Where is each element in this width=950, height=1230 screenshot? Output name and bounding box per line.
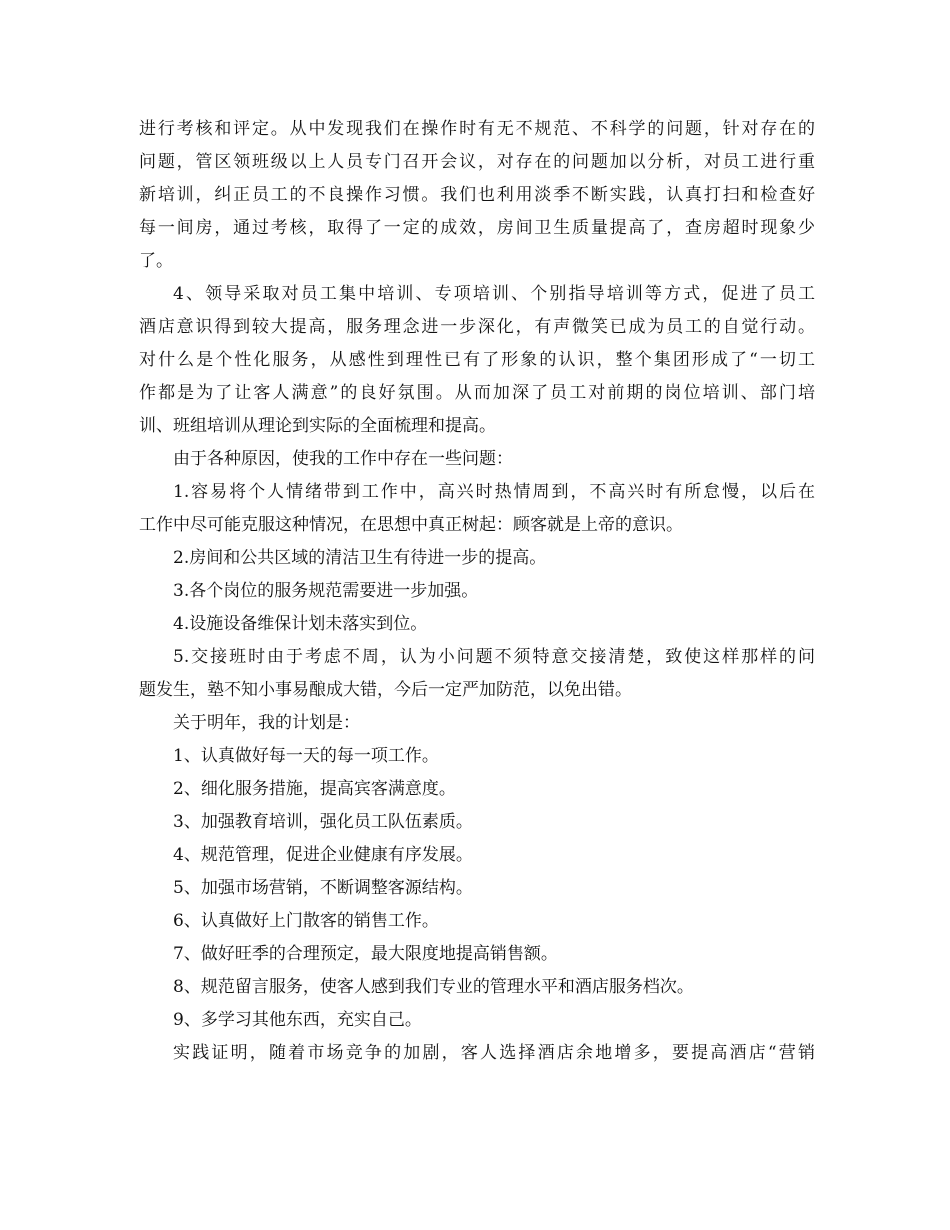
text-line: 1.容易将个人情绪带到工作中，高兴时热情周到，不高兴时有所怠慢，以后在 xyxy=(173,482,815,502)
document-body xyxy=(139,113,815,1070)
text-line: 5.交接班时由于考虑不周，认为小问题不须特意交接清楚，致使这样那样的问 xyxy=(173,647,815,667)
text-line: 4、规范管理，促进企业健康有序发展。 xyxy=(173,845,473,865)
text-line: 训、班组培训从理论到实际的全面梳理和提高。 xyxy=(139,416,496,436)
text-line: 4.设施设备维保计划未落实到位。 xyxy=(173,614,428,634)
text-line: 实践证明，随着市场竞争的加剧，客人选择酒店余地增多，要提高酒店“营销 xyxy=(173,1043,815,1063)
text-line: 进行考核和评定。从中发现我们在操作时有无不规范、不科学的问题，针对存在的 xyxy=(139,119,815,139)
text-line: 每一间房，通过考核，取得了一定的成效，房间卫生质量提高了，查房超时现象少 xyxy=(139,218,815,238)
text-line: 对什么是个性化服务，从感性到理性已有了形象的认识，整个集团形成了“一切工 xyxy=(139,350,815,370)
text-line: 题发生，塾不知小事易酿成大错，今后一定严加防范，以免出错。 xyxy=(139,680,632,700)
text-line: 7、做好旺季的合理预定，最大限度地提高销售额。 xyxy=(173,944,558,964)
text-line: 作都是为了让客人满意”的良好氛围。从而加深了员工对前期的岗位培训、部门培 xyxy=(139,383,815,403)
text-line: 新培训，纠正员工的不良操作习惯。我们也利用淡季不断实践，认真打扫和检查好 xyxy=(139,185,815,205)
text-line: 5、加强市场营销，不断调整客源结构。 xyxy=(173,878,473,898)
text-line: 6、认真做好上门散客的销售工作。 xyxy=(173,911,439,931)
text-line: 3、加强教育培训，强化员工队伍素质。 xyxy=(173,812,473,832)
text-line: 1、认真做好每一天的每一项工作。 xyxy=(173,746,439,766)
text-line: 酒店意识得到较大提高，服务理念进一步深化，有声微笑已成为员工的自觉行动。 xyxy=(139,317,815,337)
text-line: 8、规范留言服务，使客人感到我们专业的管理水平和酒店服务档次。 xyxy=(173,977,694,997)
text-line: 问题，管区领班级以上人员专门召开会议，对存在的问题加以分析，对员工进行重 xyxy=(139,152,815,172)
text-line: 4、领导采取对员工集中培训、专项培训、个别指导培训等方式，促进了员工 xyxy=(173,284,815,304)
text-line: 9、多学习其他东西，充实自己。 xyxy=(173,1010,422,1030)
text-line: 由于各种原因，使我的工作中存在一些问题： xyxy=(173,449,513,469)
text-line: 2、细化服务措施，提高宾客满意度。 xyxy=(173,779,456,799)
text-line: 工作中尽可能克服这种情况，在思想中真正树起：顾客就是上帝的意识。 xyxy=(139,515,683,535)
text-line: 了。 xyxy=(139,251,173,271)
text-line: 2.房间和公共区域的清洁卫生有待进一步的提高。 xyxy=(173,548,547,568)
text-line: 关于明年，我的计划是： xyxy=(173,713,360,733)
text-line: 3.各个岗位的服务规范需要进一步加强。 xyxy=(173,581,479,601)
